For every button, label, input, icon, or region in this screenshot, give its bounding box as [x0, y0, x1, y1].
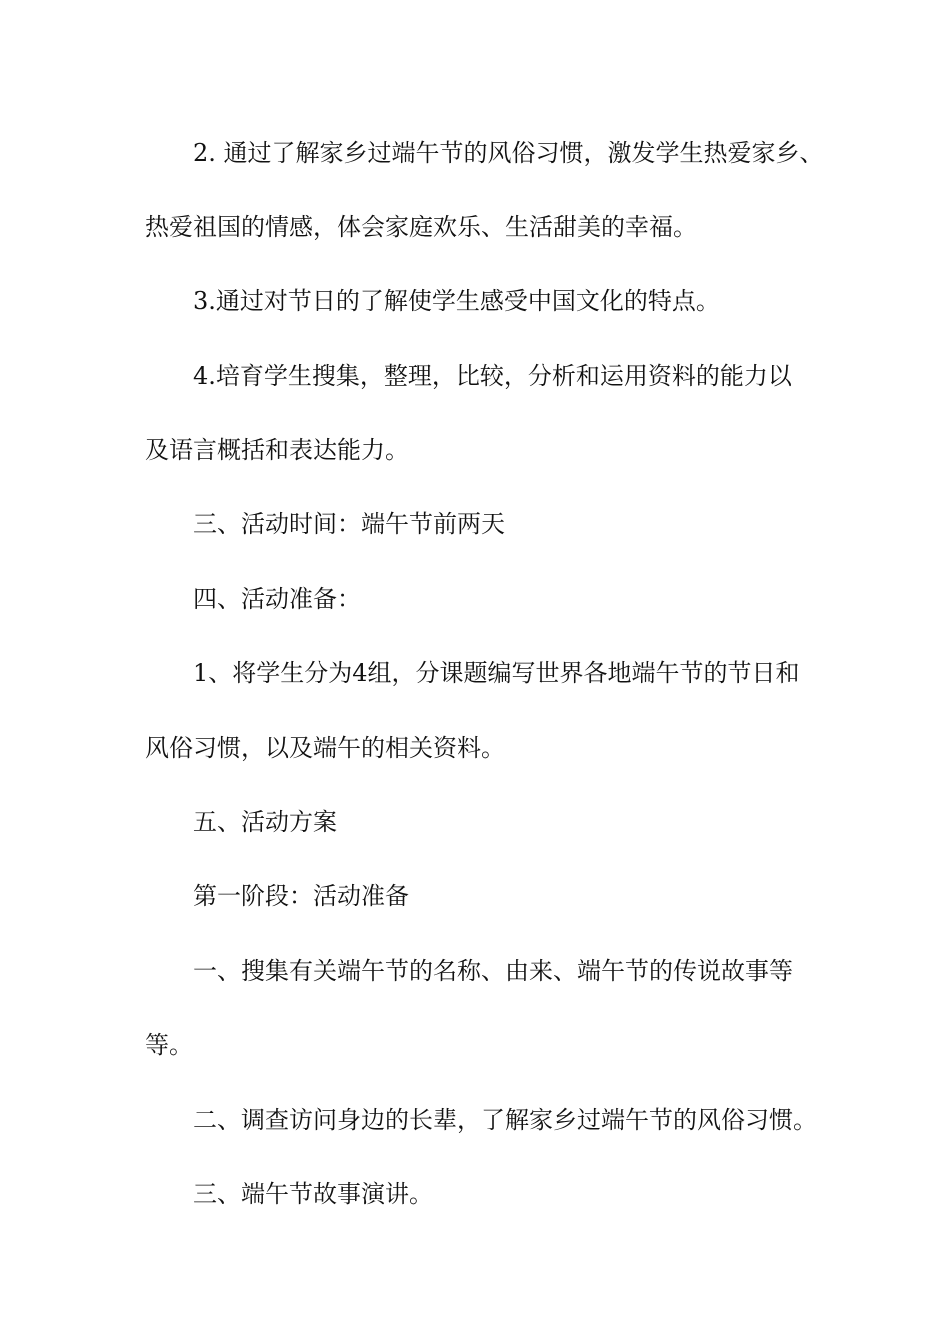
paragraph-line: 热爱祖国的情感，体会家庭欢乐、生活甜美的幸福。	[145, 213, 697, 241]
paragraph-line: 3.通过对节日的了解使学生感受中国文化的特点。	[193, 287, 720, 315]
paragraph-line: 等。	[145, 1031, 193, 1059]
paragraph-line: 风俗习惯，以及端午的相关资料。	[145, 734, 505, 762]
paragraph-line: 一、搜集有关端午节的名称、由来、端午节的传说故事等	[193, 957, 793, 985]
paragraph-line: 二、调查访问身边的长辈，了解家乡过端午节的风俗习惯。	[193, 1106, 817, 1134]
paragraph-line: 三、端午节故事演讲。	[193, 1180, 433, 1208]
paragraph-line: 三、活动时间：端午节前两天	[193, 510, 505, 538]
paragraph-line: 四、活动准备：	[193, 585, 361, 613]
paragraph-line: 及语言概括和表达能力。	[145, 436, 409, 464]
paragraph-line: 2. 通过了解家乡过端午节的风俗习惯，激发学生热爱家乡、	[193, 139, 824, 167]
paragraph-line: 第一阶段：活动准备	[193, 882, 409, 910]
paragraph-line: 1、将学生分为4组，分课题编写世界各地端午节的节日和	[193, 659, 800, 687]
paragraph-line: 4.培育学生搜集，整理，比较，分析和运用资料的能力以	[193, 362, 792, 390]
paragraph-line: 五、活动方案	[193, 808, 337, 836]
